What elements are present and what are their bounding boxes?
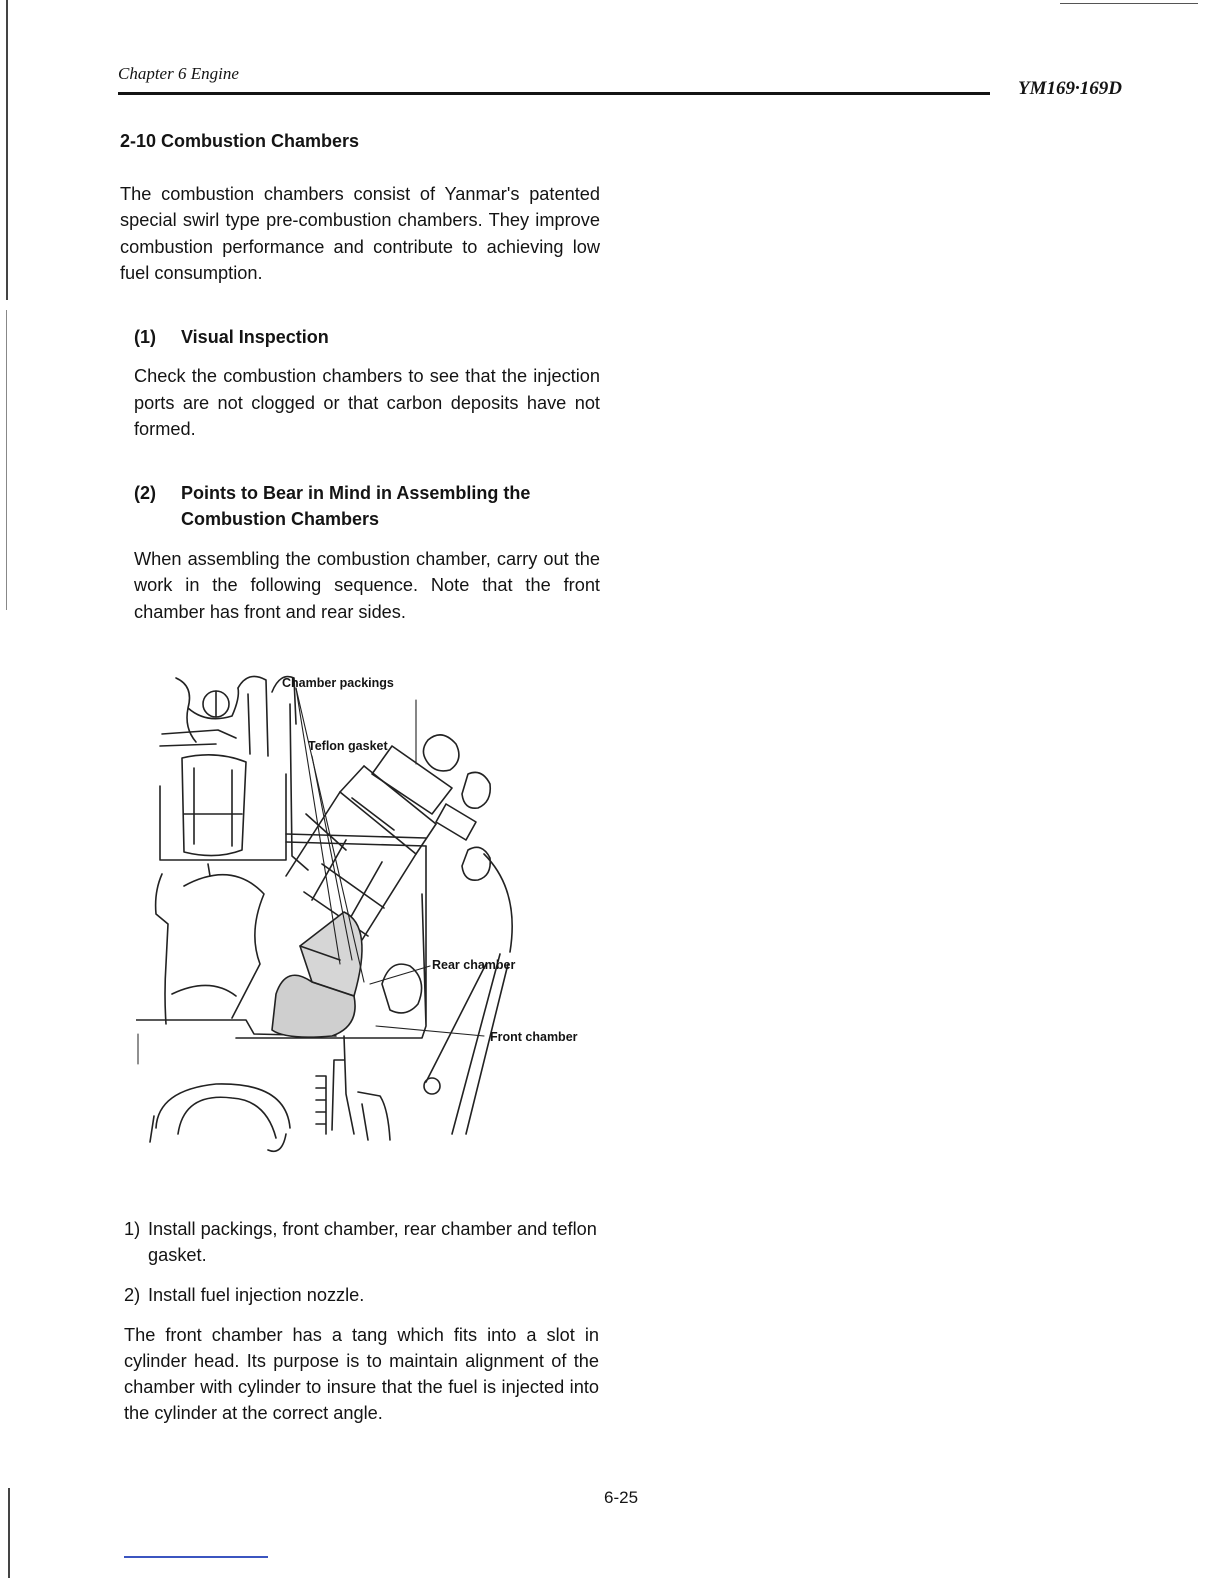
valve-spring xyxy=(182,755,246,856)
step-item xyxy=(124,1216,599,1268)
subsection-visual-inspection xyxy=(134,324,600,443)
left-binding-line-lower xyxy=(6,310,7,610)
main-text xyxy=(120,128,600,625)
page-number: 6-25 xyxy=(604,1488,639,1507)
label-front-chamber: Front chamber xyxy=(490,1030,578,1044)
corner-rule xyxy=(1060,3,1198,4)
subsection-title: Points to Bear in Mind in Assembling the Combustion Chambers xyxy=(181,482,531,529)
label-rear-chamber: Rear chamber xyxy=(432,958,516,972)
left-binding-line-bottom xyxy=(8,1488,10,1578)
combustion-chamber-figure xyxy=(136,664,616,1164)
chapter-title: Chapter 6 Engine xyxy=(118,64,239,83)
header-rule xyxy=(118,92,990,95)
nozzle-nut xyxy=(423,735,458,771)
subsection-body: When assembling the combustion chamber, carry out the work in the following sequence. Note that the front chamber has front and rear sides. xyxy=(134,548,600,622)
step-number: 2) xyxy=(124,1285,141,1305)
front-chamber-leader xyxy=(376,1026,484,1036)
assembly-steps xyxy=(124,1216,599,1426)
chamber-assembly xyxy=(236,846,426,1038)
section-title: 2-10 Combustion Chambers xyxy=(120,131,360,151)
page-header xyxy=(118,64,1122,100)
label-chamber-packings: Chamber packings xyxy=(282,676,394,690)
footer-rule xyxy=(124,1556,268,1558)
dowel-pin xyxy=(424,1078,440,1094)
step-item xyxy=(124,1282,599,1308)
subsection-number: (2) xyxy=(134,482,156,503)
step-text: Install packings, front chamber, rear chamber and teflon gasket. xyxy=(148,1219,597,1265)
step-text: Install fuel injection nozzle. xyxy=(148,1285,365,1305)
label-teflon-gasket: Teflon gasket xyxy=(308,739,388,753)
model-number: YM169·169D xyxy=(1018,78,1122,99)
step-number: 1) xyxy=(124,1219,141,1239)
closing-paragraph: The front chamber has a tang which fits into a slot in cylinder head. Its purpose is to maintain alignment of the chamber with cylinder to insure that the fuel is injected into the cylinder at the correct angle. xyxy=(124,1325,599,1423)
section-intro: The combustion chambers consist of Yanmar's patented special swirl type pre-combustion chambers. They improve combustion performance and contribute to achieving low fuel consumption. xyxy=(120,183,600,283)
subsection-body: Check the combustion chambers to see that the injection ports are not clogged or that carbon deposits have not formed. xyxy=(134,366,600,439)
packings-leader-1 xyxy=(296,688,340,964)
subsection-title: Visual Inspection xyxy=(181,326,329,347)
subsection-heading xyxy=(134,324,600,351)
subsection-heading xyxy=(134,480,600,533)
subsection-number: (1) xyxy=(134,326,156,347)
subsection-assembly-points xyxy=(134,480,600,626)
left-binding-line xyxy=(6,0,8,300)
